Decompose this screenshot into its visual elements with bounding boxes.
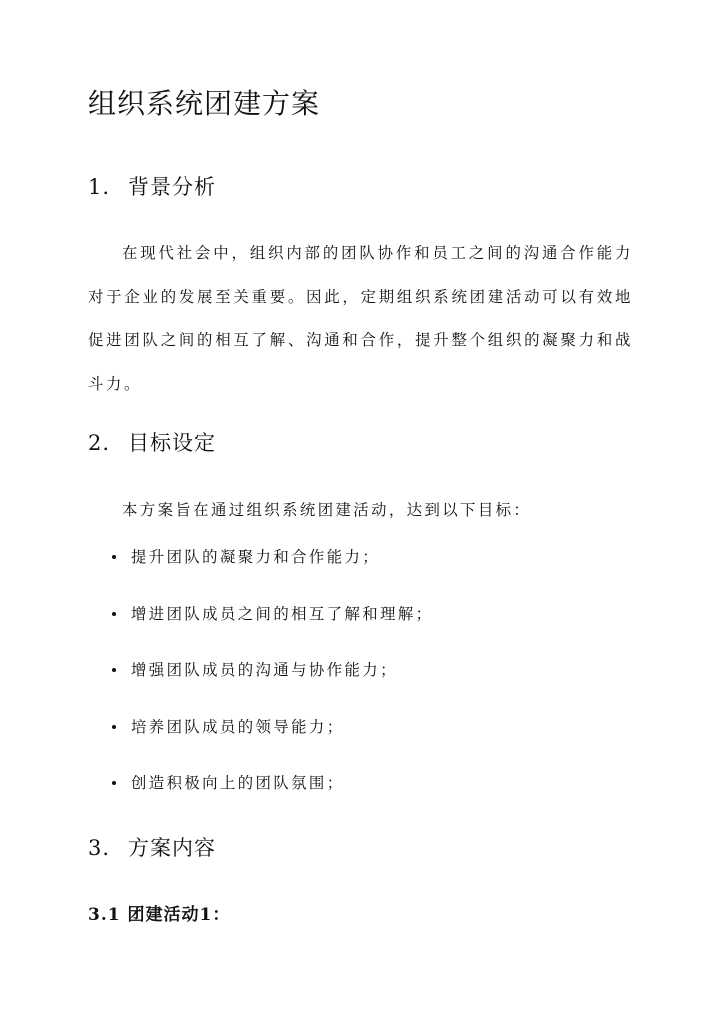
list-item	[88, 714, 433, 771]
subsection-heading: 3.1 团建活动1：	[88, 905, 231, 925]
goal-text: 增强团队成员的沟通与协作能力；	[131, 661, 398, 679]
goals-list	[88, 544, 433, 827]
section-heading-goals	[88, 428, 216, 458]
document-title: 组织系统团建方案	[88, 87, 321, 120]
section-title: 背景分析	[128, 175, 216, 199]
list-item	[88, 601, 433, 658]
goal-text: 提升团队的凝聚力和合作能力；	[131, 548, 381, 566]
goal-text: 增进团队成员之间的相互了解和理解；	[131, 604, 434, 623]
bullet-icon	[112, 612, 116, 616]
goals-intro: 本方案旨在通过组织系统团建活动，达到以下目标：	[122, 501, 532, 519]
section-title: 目标设定	[128, 431, 216, 455]
background-paragraph: 在现代社会中，组织内部的团队协作和员工之间的沟通合作能力对于企业的发展至关重要。因此，定期组织系统团建活动可以有效地促进团队之间的相互了解、沟通和合作，提升整个组织的凝聚力和战斗力。	[88, 244, 633, 393]
section-number: 3.	[88, 836, 111, 860]
section-number: 2.	[88, 431, 111, 455]
section-heading-background	[88, 172, 216, 202]
bullet-icon	[112, 781, 116, 785]
list-item	[88, 544, 433, 601]
section-title: 方案内容	[128, 836, 216, 860]
section-heading-plan	[88, 833, 216, 863]
goal-text: 创造积极向上的团队氛围；	[131, 774, 345, 792]
goal-text: 培养团队成员的领导能力；	[131, 717, 345, 736]
list-item	[88, 657, 433, 714]
section-number: 1.	[88, 175, 111, 199]
bullet-icon	[112, 555, 116, 559]
list-item	[88, 770, 433, 827]
bullet-icon	[112, 668, 116, 672]
bullet-icon	[112, 725, 116, 729]
